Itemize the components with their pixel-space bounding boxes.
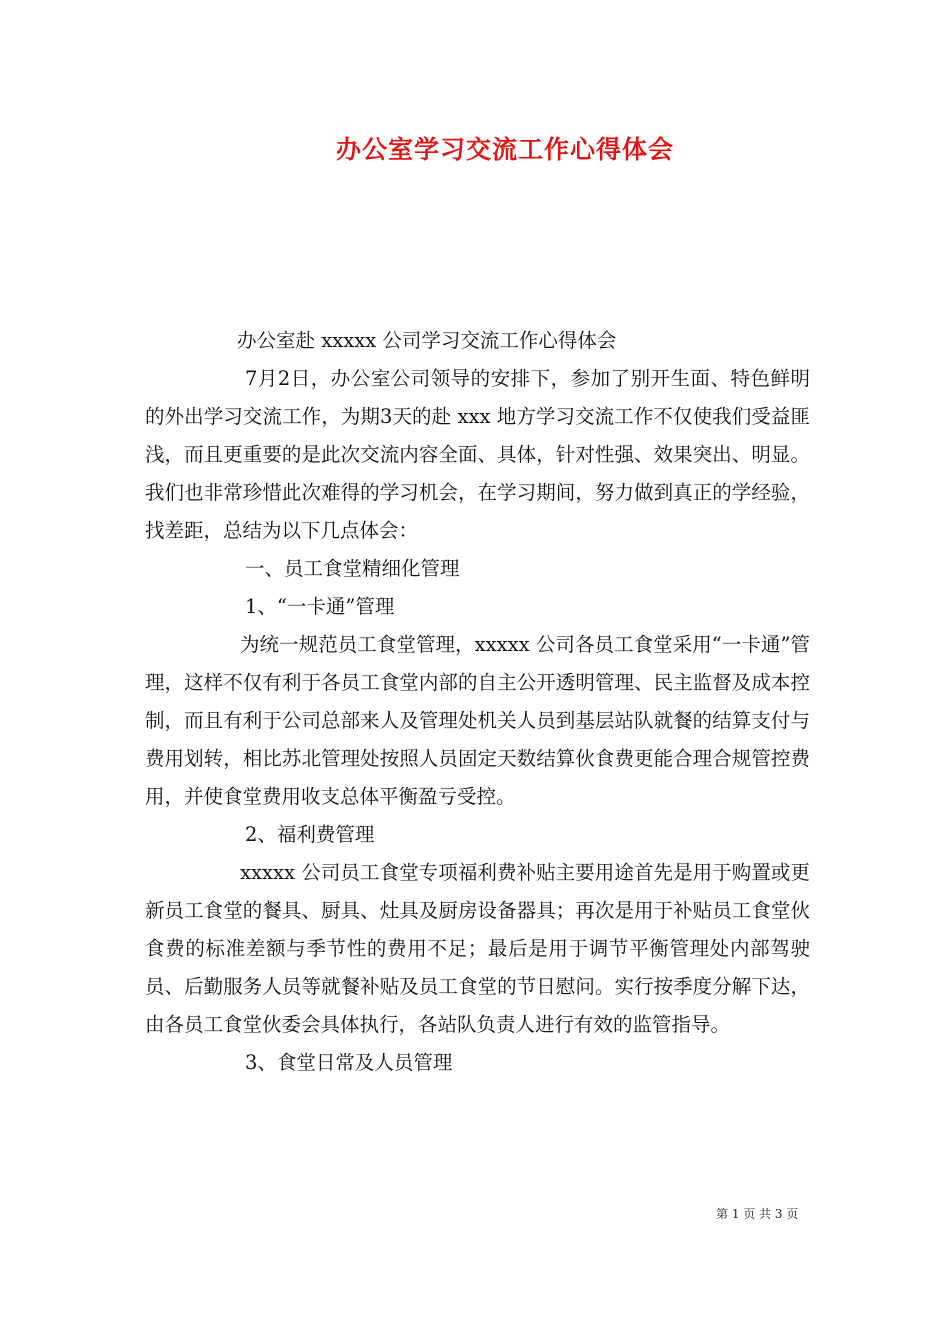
paragraph-item-1: 为统一规范员工食堂管理，xxxxx 公司各员工食堂采用“一卡通”管理，这样不仅有利于各员工食堂内部的自主公开透明管理、民主监督及成本控制，而且有利于公司总部来人及管理处机关人员到基层站队就餐的结算支付与费用划转，相比苏北管理处按照人员固定天数结算伙食费更能合理合规管控费用，并使食堂费用收支总体平衡盈亏受控。: [145, 633, 810, 808]
item-heading-1: 1、“一卡通”管理: [245, 595, 395, 618]
section-heading: 一、员工食堂精细化管理: [245, 557, 460, 580]
paragraph-intro: 7月2日，办公室公司领导的安排下，参加了别开生面、特色鲜明的外出学习交流工作，为期3天的赴 xxx 地方学习交流工作不仅使我们受益匪浅，而且更重要的是此次交流内容全面、具体，针对性强、效果突出、明显。我们也非常珍惜此次难得的学习机会，在学习期间，努力做到真正的学经验，找差距，总结为以下几点体会：: [145, 367, 810, 542]
paragraph-item-2: xxxxx 公司员工食堂专项福利费补贴主要用途首先是用于购置或更新员工食堂的餐具、厨具、灶具及厨房设备器具；再次是用于补贴员工食堂伙食费的标准差额与季节性的费用不足；最后是用于调节平衡管理处内部驾驶员、后勤服务人员等就餐补贴及员工食堂的节日慰问。实行按季度分解下达，由各员工食堂伙委会具体执行，各站队负责人进行有效的监管指导。: [145, 861, 810, 1036]
page-number: 第 1 页 共 3 页: [716, 1207, 799, 1221]
document-title: 办公室学习交流工作心得体会: [335, 135, 674, 164]
item-heading-3: 3、食堂日常及人员管理: [245, 1051, 453, 1074]
document-body: [145, 322, 810, 1082]
item-heading-2: 2、福利费管理: [245, 823, 375, 846]
document-subtitle: 办公室赴 xxxxx 公司学习交流工作心得体会: [237, 329, 617, 352]
